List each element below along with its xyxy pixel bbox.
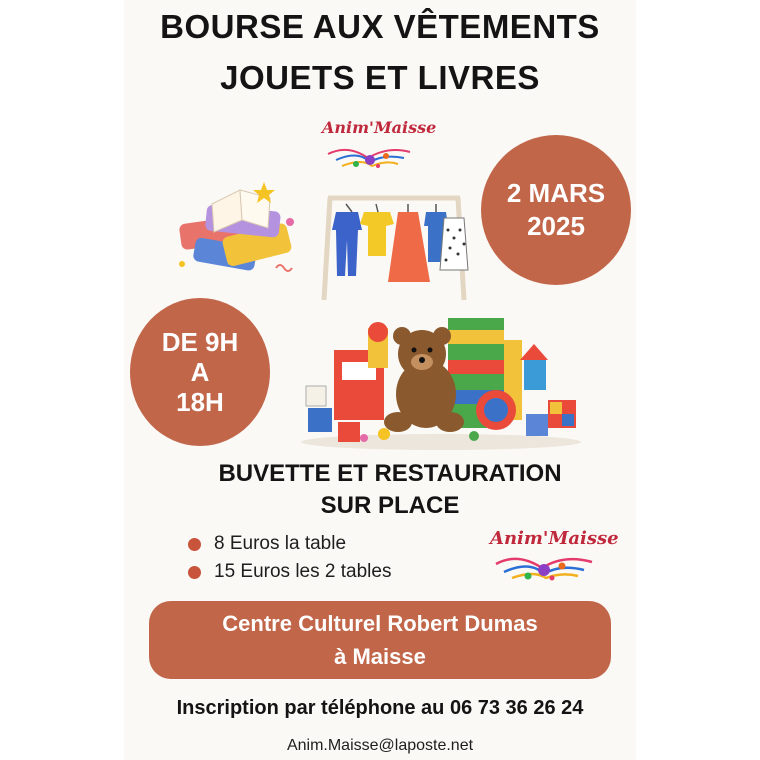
buvette-line-1: BUVETTE ET RESTAURATION	[218, 460, 562, 487]
logo-text-bottom: Anim'Maisse	[490, 528, 619, 549]
venue-line-2: à Maisse	[334, 644, 426, 669]
venue-line-1: Centre Culturel Robert Dumas	[222, 611, 538, 636]
contact-email: Anim.Maisse@laposte.net	[286, 737, 474, 754]
hours-badge	[130, 298, 270, 446]
bullet-icon	[188, 566, 201, 579]
bullet-icon	[188, 538, 201, 551]
anim-maisse-logo-top	[318, 116, 437, 172]
inscription-phone: Inscription par téléphone au 06 73 36 26 24	[176, 697, 584, 719]
clothes-rack-illustration	[318, 190, 470, 302]
buvette-line-2: SUR PLACE	[320, 492, 460, 519]
venue-banner	[149, 601, 611, 679]
price-text: 8 Euros la table	[214, 533, 347, 554]
price-text: 15 Euros les 2 tables	[214, 561, 392, 582]
price-item	[188, 533, 346, 555]
title-line-2: JOUETS ET LIVRES	[220, 59, 540, 96]
hours-line-3: 18H	[176, 387, 224, 417]
price-item	[188, 561, 391, 583]
date-line-2: 2025	[527, 211, 585, 241]
date-badge	[481, 135, 631, 285]
toys-illustration	[298, 310, 584, 452]
hours-line-1: DE 9H	[161, 327, 239, 357]
date-line-1: 2 MARS	[506, 178, 606, 208]
hours-line-2: A	[190, 357, 210, 387]
logo-text-top: Anim'Maisse	[322, 118, 437, 137]
title-line-1: BOURSE AUX VÊTEMENTS	[160, 8, 600, 45]
anim-maisse-logo-bottom	[488, 520, 619, 586]
books-illustration	[172, 160, 302, 285]
